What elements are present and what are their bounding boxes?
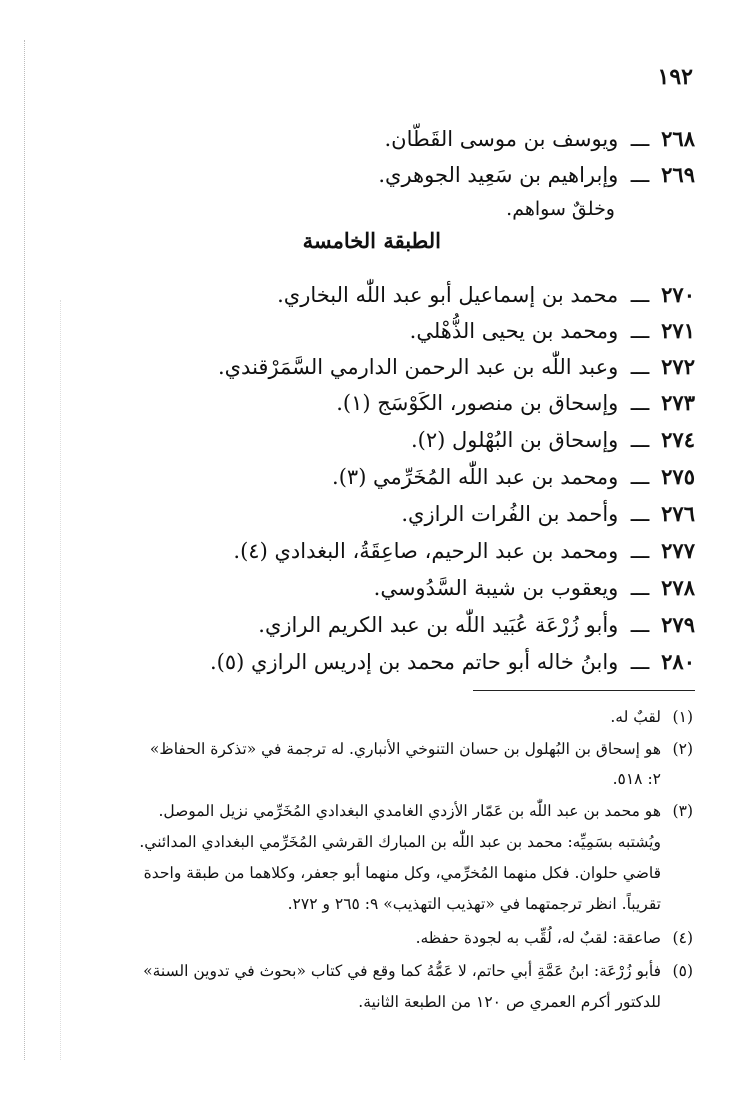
entry-text: محمد بن إسماعيل أبو عبد اللّٰه البخاري. — [277, 283, 619, 307]
list-item — [75, 538, 695, 578]
footnote-text: لقبٌ له. — [610, 708, 661, 726]
entry-dash: ـــ — [630, 539, 650, 563]
entry-number: ٢٧٤ — [661, 427, 695, 452]
footnote-continuation: ويُشتبه بسَمِيِّه: محمد بن عبد اللّٰه بن المبارك القرشي المُخَرِّمي البغدادي المدائني. — [139, 833, 661, 851]
entry-dash: ـــ — [630, 465, 650, 489]
footnote — [53, 962, 693, 980]
entry-dash: ـــ — [630, 355, 650, 379]
entry-number: ٢٧١ — [661, 318, 695, 343]
entry-text: وأحمد بن الفُرات الرازي. — [401, 502, 619, 526]
entry-dash: ـــ — [630, 428, 650, 452]
footnote-number: (١) — [672, 708, 693, 726]
entry-text: وأبو زُرْعَة عُبَيد اللّٰه بن عبد الكريم الرازي. — [258, 613, 619, 637]
entry-number: ٢٦٨ — [661, 126, 695, 151]
entry-text: وابنُ خاله أبو حاتم محمد بن إدريس الرازي (٥). — [210, 650, 619, 674]
footnote-number: (٥) — [672, 962, 693, 980]
list-item — [75, 575, 695, 615]
list-item — [75, 390, 695, 430]
entry-dash: ـــ — [630, 319, 650, 343]
entry-number: ٢٧٥ — [661, 464, 695, 489]
entry-text: وإسحاق بن منصور، الكَوْسَج (١). — [336, 391, 619, 415]
list-item — [75, 612, 695, 652]
entry-dash: ـــ — [630, 502, 650, 526]
entry-number: ٢٧٧ — [661, 538, 695, 563]
entry-dash: ـــ — [630, 650, 650, 674]
entry-dash: ـــ — [630, 283, 650, 307]
entry-text: وعبد اللّٰه بن عبد الرحمن الدارمي السَّمَرْقندي. — [217, 355, 619, 379]
entry-text: ويعقوب بن شيبة السَّدُوسي. — [373, 576, 619, 600]
footnote-number: (٢) — [672, 740, 693, 758]
entry-text: وإبراهيم بن سَعِيد الجوهري. — [378, 163, 619, 187]
entry-dash: ـــ — [630, 576, 650, 600]
footnote-number: (٣) — [672, 802, 693, 820]
entry-text: ومحمد بن عبد اللّٰه المُخَرِّمي (٣). — [332, 465, 619, 489]
footnote-number: (٤) — [672, 929, 693, 947]
footnote-text: هو إسحاق بن البُهلول بن حسان التنوخي الأنباري. له ترجمة في «تذكرة الحفاظ» — [149, 740, 661, 758]
entry-number: ٢٧٣ — [661, 390, 695, 415]
entry-text: ومحمد بن عبد الرحيم، صاعِقَةُ، البغدادي (٤). — [233, 539, 619, 563]
footnote — [53, 740, 693, 758]
footnote — [53, 929, 693, 947]
list-item — [75, 464, 695, 504]
section-title: الطبقة الخامسة — [302, 228, 441, 253]
entry-number: ٢٧٦ — [661, 501, 695, 526]
footnote-text: صاعقة: لقبٌ له، لُقِّب به لجودة حفظه. — [415, 929, 661, 947]
footnote-continuation: للدكتور أكرم العمري ص ١٢٠ من الطبعة الثانية. — [358, 993, 661, 1011]
entry-number: ٢٦٩ — [661, 162, 695, 187]
page-number: ١٩٢ — [657, 64, 693, 90]
scan-margin-line — [60, 300, 61, 1060]
closing-line: وخلقٌ سواهم. — [506, 198, 615, 220]
list-item — [75, 282, 695, 322]
entry-dash: ـــ — [630, 163, 650, 187]
list-item — [75, 126, 695, 166]
entry-number: ٢٨٠ — [661, 649, 695, 674]
entry-dash: ـــ — [630, 127, 650, 151]
entry-dash: ـــ — [630, 613, 650, 637]
footnote — [53, 802, 693, 820]
list-item — [75, 501, 695, 541]
footnote — [53, 708, 693, 726]
footnote-text: هو محمد بن عبد اللّٰه بن عَمّار الأزدي الغامدي البغدادي المُخَرِّمي نزيل الموصل. — [158, 802, 661, 820]
footnote-separator — [473, 690, 695, 691]
entry-text: ويوسف بن موسى القَطّان. — [384, 127, 619, 151]
entry-number: ٢٧٢ — [661, 354, 695, 379]
footnote-continuation: قاضي حلوان. فكل منهما المُخرِّمي، وكل منهما أبو جعفر، وكلاهما من طبقة واحدة — [143, 864, 661, 882]
entry-number: ٢٧٠ — [661, 282, 695, 307]
footnote-continuation: تقريباً. انظر ترجمتهما في «تهذيب التهذيب» ٩: ٢٦٥ و ٢٧٢. — [287, 895, 661, 913]
entry-text: وإسحاق بن البُهْلول (٢). — [410, 428, 619, 452]
entry-text: ومحمد بن يحيى الذُّهْلي. — [409, 319, 619, 343]
list-item — [75, 649, 695, 689]
footnote-text: فأبو زُرْعَة: ابنُ عَمَّةِ أبي حاتم، لا عَمُّهُ كما وقع في كتاب «بحوث في تدوين السنة» — [143, 962, 661, 980]
entry-number: ٢٧٩ — [661, 612, 695, 637]
list-item — [75, 427, 695, 467]
scan-margin-line — [24, 40, 25, 1060]
list-item — [75, 354, 695, 394]
footnote-continuation: ٢: ٥١٨. — [612, 770, 661, 788]
list-item — [75, 162, 695, 202]
entry-dash: ـــ — [630, 391, 650, 415]
entry-number: ٢٧٨ — [661, 575, 695, 600]
list-item — [75, 318, 695, 358]
